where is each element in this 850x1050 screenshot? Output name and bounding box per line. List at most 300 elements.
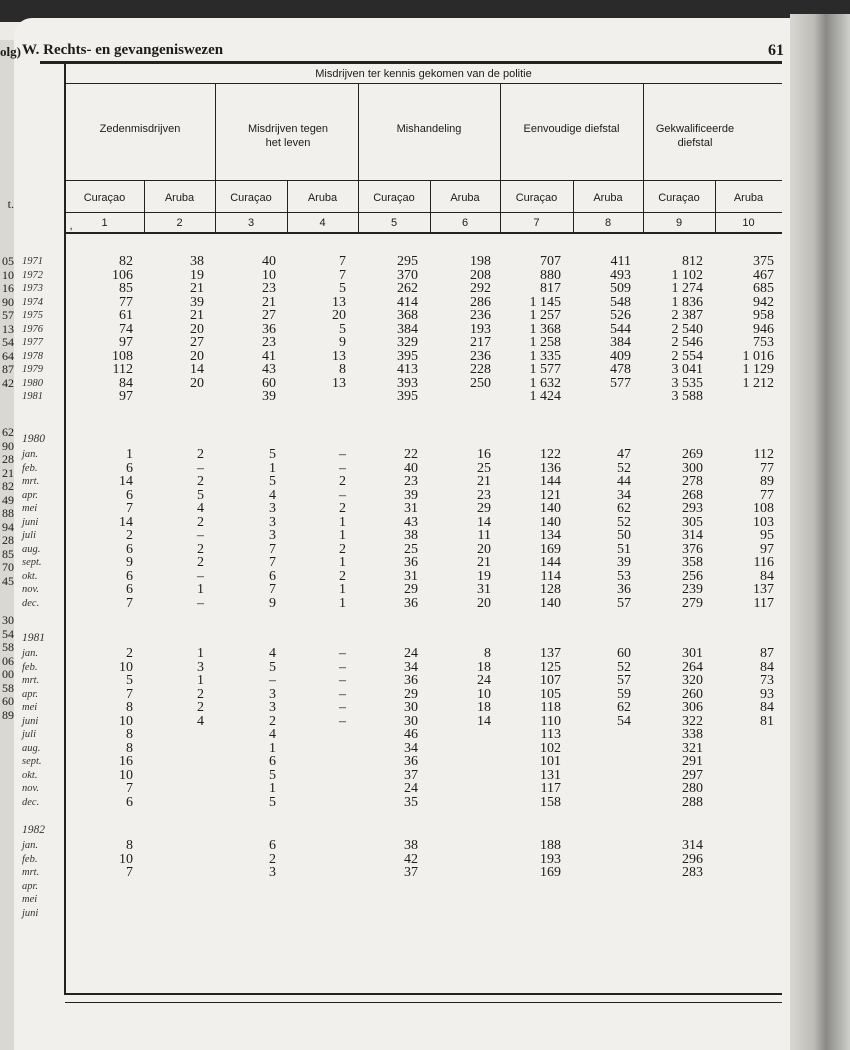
- cell-col-6: 20: [477, 595, 491, 611]
- table-row-month: [0, 796, 790, 810]
- cell-col-6: 18: [477, 700, 491, 715]
- month-group-year: 1981: [22, 632, 45, 644]
- margin-fragment-number: 62: [2, 426, 14, 439]
- cell-col-3: 5: [269, 794, 276, 810]
- table-row-year: [0, 296, 790, 310]
- column-number: 7: [533, 217, 540, 229]
- cell-col-2: 14: [190, 362, 204, 377]
- cell-col-6: 10: [477, 686, 491, 702]
- column-number: 2: [176, 217, 183, 229]
- cell-col-7: 122: [540, 447, 561, 462]
- cell-col-10: 73: [760, 673, 774, 688]
- cell-col-5: 34: [404, 659, 418, 675]
- cell-col-4: 20: [332, 308, 346, 323]
- margin-fragment-number: 60: [2, 695, 14, 708]
- subheader-aruba: Aruba: [307, 192, 338, 204]
- cell-col-6: 236: [470, 308, 491, 323]
- cell-col-1: 16: [119, 754, 133, 769]
- cell-col-4: 7: [339, 267, 346, 283]
- row-label: 1979: [22, 364, 43, 375]
- cell-col-3: 1: [269, 781, 276, 796]
- cell-col-3: 23: [262, 335, 276, 350]
- table-row-month: [0, 782, 790, 796]
- table-row-month: [0, 701, 790, 715]
- cell-col-8: 52: [617, 514, 631, 530]
- category-divider: [358, 83, 359, 233]
- cell-col-8: 509: [610, 281, 631, 296]
- cell-col-7: 1 368: [529, 321, 561, 337]
- cell-col-3: 1: [269, 460, 276, 476]
- cell-col-7: 169: [540, 541, 561, 557]
- table-row-month: [0, 583, 790, 597]
- table-row-month: [0, 597, 790, 611]
- cell-col-5: 295: [397, 254, 418, 269]
- row-label: jan.: [22, 648, 39, 659]
- table-row-month: [0, 866, 790, 880]
- column-number: 8: [604, 217, 612, 229]
- cell-col-4: 7: [339, 254, 346, 269]
- margin-fragment-number: 58: [2, 681, 14, 695]
- cell-col-2: 4: [197, 501, 204, 516]
- cell-col-5: 43: [404, 514, 418, 530]
- row-label: feb.: [22, 853, 38, 865]
- cell-col-9: 301: [682, 646, 703, 661]
- cell-col-3: 23: [262, 281, 276, 296]
- margin-fragment-number: 45: [2, 574, 14, 588]
- cell-col-10: 97: [760, 541, 774, 557]
- table-row-month: [0, 448, 790, 462]
- cell-col-4: –: [339, 700, 346, 715]
- cell-col-9: 293: [682, 501, 703, 516]
- cell-col-3: 41: [262, 348, 276, 364]
- cell-col-2: 19: [190, 267, 204, 283]
- cell-col-7: 117: [540, 781, 561, 796]
- row-label: nov.: [22, 783, 40, 794]
- table-row-month: [0, 462, 790, 476]
- table-row-month: [0, 742, 790, 756]
- cell-col-4: 1: [339, 582, 346, 597]
- margin-fragment-number: 85: [2, 547, 14, 561]
- margin-fragment-number: 89: [2, 708, 14, 722]
- cell-col-2: 1: [197, 673, 204, 688]
- cell-col-5: 23: [404, 474, 418, 489]
- cell-col-6: 24: [477, 673, 491, 688]
- cell-col-3: 6: [269, 838, 276, 853]
- category-divider: [215, 83, 216, 233]
- table-row-month: [0, 674, 790, 688]
- subheader-aruba: Aruba: [593, 192, 623, 204]
- margin-fragment-number: 00: [2, 668, 14, 681]
- cell-col-8: 62: [617, 501, 631, 516]
- row-label: aug.: [22, 742, 41, 754]
- cell-col-9: 280: [682, 781, 703, 796]
- row-label: 1978: [22, 350, 43, 362]
- cell-col-1: 82: [119, 254, 133, 269]
- cell-col-7: 1 258: [529, 335, 561, 350]
- cell-col-3: 6: [269, 568, 276, 584]
- cell-col-4: 2: [339, 568, 346, 584]
- cell-col-9: 291: [682, 754, 703, 769]
- row-label: sept.: [22, 756, 42, 767]
- cell-col-4: 2: [339, 474, 346, 489]
- cell-col-8: 478: [610, 362, 631, 377]
- margin-fragment-number: 88: [2, 507, 14, 520]
- cell-col-7: 193: [540, 851, 561, 867]
- cell-col-7: 137: [540, 646, 561, 661]
- cell-col-6: 18: [477, 659, 491, 675]
- cell-col-4: 1: [339, 595, 346, 611]
- table-row-month: [0, 880, 790, 894]
- cell-col-1: 14: [119, 474, 133, 489]
- cell-col-1: 77: [119, 294, 133, 310]
- cell-col-10: 112: [753, 447, 774, 462]
- cell-col-4: 5: [339, 281, 346, 296]
- row-label: jan.: [22, 449, 39, 460]
- cell-col-7: 1 424: [529, 389, 561, 404]
- cell-col-3: 7: [269, 582, 276, 597]
- cell-col-4: 1: [339, 555, 346, 570]
- cell-col-4: –: [339, 659, 346, 675]
- cell-col-6: 8: [484, 646, 491, 661]
- cell-col-1: 8: [126, 727, 133, 742]
- table-row-month: [0, 489, 790, 503]
- cell-col-10: 93: [760, 686, 774, 702]
- cell-col-8: 409: [610, 348, 631, 364]
- cell-col-5: 42: [404, 851, 418, 867]
- cell-col-6: 208: [470, 267, 491, 283]
- row-label: juni: [22, 715, 39, 727]
- cell-col-9: 296: [682, 851, 703, 867]
- row-label: sept.: [22, 557, 42, 568]
- cell-col-8: 411: [610, 254, 631, 269]
- cell-col-8: 577: [610, 375, 631, 391]
- category-divider: [643, 83, 644, 233]
- cell-col-7: 134: [540, 528, 561, 543]
- row-label: dec.: [22, 597, 40, 609]
- cell-col-2: –: [197, 528, 204, 543]
- cell-col-3: 3: [269, 514, 276, 530]
- cell-col-1: 97: [119, 335, 133, 350]
- cell-col-4: –: [339, 713, 346, 729]
- cell-col-10: 117: [753, 595, 774, 611]
- cell-col-4: 2: [339, 501, 346, 516]
- cell-col-5: 368: [397, 308, 418, 323]
- margin-fragment-number: 16: [2, 282, 14, 295]
- table-row-month: [0, 516, 790, 530]
- margin-fragment-number: 10: [2, 268, 14, 282]
- cell-col-2: 20: [190, 321, 204, 337]
- table-top-rule: [40, 61, 782, 64]
- cell-col-10: 77: [760, 487, 774, 503]
- cell-col-4: 9: [339, 335, 346, 350]
- cell-col-8: 53: [617, 568, 631, 584]
- cell-col-1: 2: [126, 528, 133, 543]
- table-row-month: [0, 715, 790, 729]
- cell-col-7: 158: [540, 794, 561, 810]
- cell-col-8: 34: [617, 487, 631, 503]
- cell-col-9: 297: [682, 767, 703, 783]
- cell-col-9: 358: [682, 555, 703, 570]
- cell-col-9: 3 041: [671, 362, 703, 377]
- cell-col-5: 395: [397, 348, 418, 364]
- cell-col-9: 321: [682, 740, 703, 756]
- cell-col-9: 288: [682, 794, 703, 810]
- row-label: mei: [22, 894, 38, 905]
- row-label: feb.: [22, 661, 38, 673]
- row-label: 1977: [22, 337, 43, 348]
- cell-col-1: 2: [126, 646, 133, 661]
- cell-col-4: –: [339, 447, 346, 462]
- cell-col-1: 106: [112, 267, 133, 283]
- cell-col-3: 2: [269, 713, 276, 729]
- cell-col-6: 236: [470, 348, 491, 364]
- cell-col-2: 2: [197, 514, 204, 530]
- margin-fragment-number: 13: [2, 322, 14, 336]
- cell-col-7: 128: [540, 582, 561, 597]
- subheader-aruba: Aruba: [733, 192, 764, 204]
- table-bottom-rule-2: [65, 1002, 782, 1003]
- cell-col-4: 13: [332, 375, 346, 391]
- cell-col-6: 25: [477, 460, 491, 476]
- cell-col-2: 2: [197, 447, 204, 462]
- cell-col-5: 36: [404, 555, 418, 570]
- cell-col-1: 6: [126, 568, 133, 584]
- cell-col-9: 1 836: [671, 294, 703, 310]
- table-row-year: [0, 323, 790, 337]
- cell-col-2: 21: [190, 308, 204, 323]
- cell-col-10: 753: [753, 335, 774, 350]
- row-label: 1973: [22, 283, 43, 294]
- table-row-month: [0, 688, 790, 702]
- cell-col-6: 193: [470, 321, 491, 337]
- cell-col-2: 2: [197, 541, 204, 557]
- cell-col-4: 2: [339, 541, 346, 557]
- cell-col-9: 376: [682, 541, 703, 557]
- cell-col-2: 2: [197, 474, 204, 489]
- page-binding-edge: [790, 14, 850, 1050]
- cell-col-7: 880: [540, 267, 561, 283]
- cell-col-8: 59: [617, 686, 631, 702]
- cell-col-3: 4: [269, 727, 276, 742]
- cell-col-8: 62: [617, 700, 631, 715]
- cell-col-2: 20: [190, 375, 204, 391]
- column-number: 4: [319, 217, 326, 229]
- cell-col-7: 144: [540, 474, 561, 489]
- cell-col-9: 283: [682, 865, 703, 880]
- margin-fragment-number: 82: [2, 480, 14, 493]
- cell-col-7: 125: [540, 659, 561, 675]
- cell-col-9: 314: [682, 838, 703, 853]
- table-row-month: [0, 543, 790, 557]
- cell-col-3: 2: [269, 851, 276, 867]
- cell-col-5: 37: [404, 767, 418, 783]
- cell-col-8: 384: [610, 335, 631, 350]
- subheader-curacao: Curaçao: [83, 192, 126, 204]
- cell-col-5: 262: [397, 281, 418, 296]
- cell-col-3: 5: [269, 767, 276, 783]
- table-row-year: [0, 269, 790, 283]
- row-label: jan.: [22, 840, 39, 851]
- table-row-year: [0, 282, 790, 296]
- cell-col-10: 89: [760, 474, 774, 489]
- cell-col-7: 817: [540, 281, 561, 296]
- cell-col-9: 2 387: [671, 308, 703, 323]
- cell-col-3: 27: [262, 308, 276, 323]
- row-label: aug.: [22, 543, 41, 555]
- cell-col-10: 87: [760, 646, 774, 661]
- margin-label: t.: [7, 198, 14, 211]
- row-label: mrt.: [22, 867, 40, 878]
- table-row-month: [0, 839, 790, 853]
- cell-col-3: 4: [269, 646, 276, 661]
- cell-col-5: 46: [404, 727, 418, 742]
- cell-col-3: 39: [262, 389, 276, 404]
- subheader-curacao: Curaçao: [373, 192, 415, 204]
- table-row-month: [0, 769, 790, 783]
- cell-col-6: 21: [477, 555, 491, 570]
- margin-fragment-number: 58: [2, 641, 14, 654]
- row-label: 1971: [22, 256, 43, 267]
- category-eenvoudige-diefstal: Eenvoudige diefstal: [523, 123, 620, 135]
- margin-fragment-number: 06: [2, 654, 14, 668]
- cell-col-3: –: [269, 673, 276, 688]
- cell-col-3: 5: [269, 659, 276, 675]
- cell-col-10: 116: [753, 555, 774, 570]
- row-label: nov.: [22, 584, 40, 595]
- cell-col-6: 20: [477, 541, 491, 557]
- cell-col-9: 3 588: [671, 389, 703, 404]
- cell-col-2: –: [197, 595, 204, 611]
- cell-col-1: 6: [126, 487, 133, 503]
- table-row-month: [0, 647, 790, 661]
- category-divider: [500, 83, 501, 233]
- column-number: 1: [101, 217, 108, 229]
- month-group-year: 1982: [22, 824, 45, 836]
- row-label: juli: [22, 729, 37, 740]
- row-label: mrt.: [22, 476, 40, 487]
- cell-col-6: 29: [477, 501, 491, 516]
- row-label: 1975: [22, 310, 43, 321]
- table-row-month: [0, 853, 790, 867]
- cell-col-7: 140: [540, 595, 561, 611]
- cell-col-5: 29: [404, 686, 418, 702]
- cell-col-5: 25: [404, 541, 418, 557]
- cell-col-7: 105: [540, 686, 561, 702]
- cell-col-9: 264: [682, 659, 703, 675]
- cell-col-3: 43: [262, 362, 276, 377]
- table-row-month: [0, 907, 790, 921]
- column-number: 6: [461, 217, 469, 229]
- cell-col-7: 140: [540, 501, 561, 516]
- cell-col-1: 7: [126, 595, 133, 611]
- cell-col-5: 370: [397, 267, 418, 283]
- cell-col-9: 268: [682, 487, 703, 503]
- cell-col-3: 60: [262, 375, 276, 391]
- cell-col-9: 320: [682, 673, 703, 688]
- table-row-month: [0, 661, 790, 675]
- cell-col-8: 526: [610, 308, 631, 323]
- cell-col-5: 40: [404, 460, 418, 476]
- cell-col-7: 107: [540, 673, 561, 688]
- cell-col-10: 95: [760, 528, 774, 543]
- row-label: mei: [22, 702, 38, 713]
- cell-col-6: 14: [477, 713, 491, 729]
- cell-col-2: 4: [197, 713, 204, 729]
- cell-col-9: 812: [682, 254, 703, 269]
- margin-fragment-number: 28: [2, 534, 14, 547]
- cell-col-8: 39: [617, 555, 631, 570]
- cell-col-10: 942: [753, 294, 774, 310]
- cell-col-9: 1 102: [671, 267, 703, 283]
- cell-col-9: 279: [682, 595, 703, 611]
- cell-col-1: 7: [126, 686, 133, 702]
- cell-col-1: 85: [119, 281, 133, 296]
- cell-col-1: 6: [126, 582, 133, 597]
- table-row-month: [0, 893, 790, 907]
- cell-col-4: 13: [332, 348, 346, 364]
- margin-fragment-number: 21: [2, 466, 14, 480]
- cell-col-6: 14: [477, 514, 491, 530]
- cell-col-9: 2 554: [671, 348, 703, 364]
- cell-col-1: 10: [119, 767, 133, 783]
- row-label: juni: [22, 907, 39, 919]
- cell-col-10: 108: [753, 501, 774, 516]
- column-number: 5: [390, 217, 398, 229]
- cell-col-1: 112: [112, 362, 133, 377]
- cell-col-5: 36: [404, 754, 418, 769]
- cell-col-1: 97: [119, 389, 133, 404]
- cell-col-10: 375: [753, 254, 774, 269]
- subheader-curacao: Curaçao: [230, 192, 272, 204]
- cell-col-1: 14: [119, 514, 133, 530]
- cell-col-4: 5: [339, 321, 346, 337]
- cell-col-3: 3: [269, 865, 276, 880]
- row-label: juni: [22, 516, 39, 528]
- cell-col-3: 21: [262, 294, 276, 310]
- cell-col-1: 84: [119, 375, 133, 391]
- cell-col-8: 54: [617, 713, 631, 729]
- cell-col-3: 9: [269, 595, 276, 611]
- table-row-month: [0, 502, 790, 516]
- cell-col-6: 286: [470, 294, 491, 310]
- cell-col-10: 84: [760, 700, 774, 715]
- cell-col-3: 4: [269, 487, 276, 503]
- cell-col-5: 414: [397, 294, 418, 310]
- table-row-year: [0, 363, 790, 377]
- cell-col-4: –: [339, 460, 346, 476]
- cell-col-1: 6: [126, 460, 133, 476]
- cell-col-8: 544: [610, 321, 631, 337]
- cell-col-8: 57: [617, 673, 631, 688]
- cell-col-5: 395: [397, 389, 418, 404]
- cell-col-10: 84: [760, 568, 774, 584]
- cell-col-9: 256: [682, 568, 703, 584]
- row-label: apr.: [22, 688, 39, 700]
- cell-col-1: 8: [126, 700, 133, 715]
- cell-col-7: 102: [540, 740, 561, 756]
- cell-col-5: 393: [397, 375, 418, 391]
- cell-col-3: 40: [262, 254, 276, 269]
- cell-col-4: –: [339, 686, 346, 702]
- cell-col-7: 114: [540, 568, 561, 584]
- cell-col-1: 10: [119, 659, 133, 675]
- cell-col-10: 103: [753, 514, 774, 530]
- cell-col-3: 1: [269, 740, 276, 756]
- column-number: 10: [742, 217, 755, 229]
- cell-col-10: 1 212: [742, 375, 774, 391]
- month-group-year: 1980: [22, 433, 45, 445]
- cell-col-9: 269: [682, 447, 703, 462]
